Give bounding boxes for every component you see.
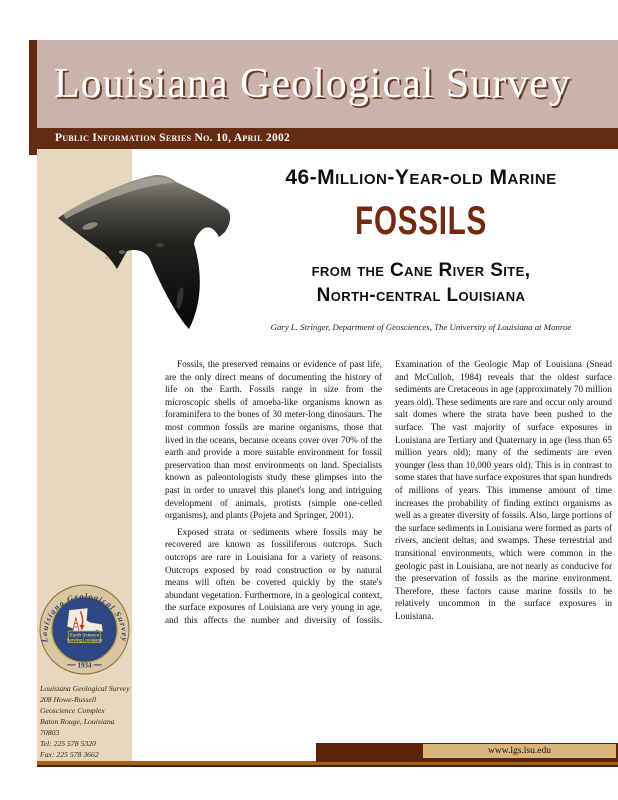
series-bar [37,128,618,149]
website-link[interactable]: www.lgs.lsu.edu [423,744,616,758]
seal-motto-line2: Serving Louisiana [66,637,103,643]
body-paragraph: Fossils, the preserved remains or evidence of past life, are the only direct means of documenting the history of life on the Earth. Fossils range in size from the microscopic shells of amoeba-like organisms known as foraminifera to the bones of 30 meter-long dinosaurs. The most common fossils are marine organisms, those that lived in the oceans, because oceans cover over 70% of the earth and provide a more suitable environment for fossil preservation than most environments on land. Specialists known as paleontologists study these glimpses into the past in order to unravel this planet's long and intriguing development of animals, protists (simple one-celled organisms), and plants (Pojeta and Springer, 2001). [165,359,382,521]
seal-motto-line1: Earth Science [69,632,100,638]
address-line: Geoscience Complex [40,705,105,715]
article-title-line1: 46-Million-Year-old Marine [285,166,557,189]
article-title-line2: from the Cane River Site, [311,260,531,281]
address-line: Fax: 225 578 3662 [40,749,99,759]
address-block [40,684,132,761]
shark-tooth-image [52,168,236,336]
masthead-banner [37,40,618,128]
series-label: Public Information Series No. 10, April 2002 [55,132,291,144]
lgs-seal [39,584,130,675]
article-title-fossils [228,201,614,241]
address-line: 70803 [40,727,60,737]
seal-ring-text: Louisiana Geological Survey [39,591,129,643]
address-line: 208 Howe-Russell [40,694,97,704]
address-line: Louisiana Geological Survey [40,684,130,693]
address-line: Baton Rouge, Louisiana [40,716,115,726]
article-body [165,358,612,706]
seal-year: 1934 [77,661,92,670]
publication-title: Louisiana Geological Survey [54,61,571,107]
article-byline: Gary L. Stringer, Department of Geosciences, The University of Louisiana at Monroe [270,322,572,332]
article-title-block [228,166,614,332]
body-paragraph: Exposed strata or sediments where fossils may be recovered are known as fossiliferous outcrops. Such outcrops are rare in Louisiana for a variety of reasons. Outcrops exposed by road construction or by natural means will often be covered quickly by the state's abundant vegetation. Furthermore, in a geological context, the surface exposures of Louisiana are very young in age, and this affects the number and diversity of fossils. Examination of the Geologic Map of Louisiana (Snead and McCulloh, 1984) reveals that the oldest surface sediments are Cretaceous in age (approximately 70 million years old). These sediments are rare and occur only around salt domes where the strata have been pushed to the surface. The vast majority of surface exposures in Louisiana are Tertiary and Quaternary in age (less than 65 million years old); many of the sediments are even younger (less than 10,000 years old). This is in contrast to some states that have surface exposures that span hundreds of millions of years. This immense amount of time increases the probability of finding extinct organisms as well as a greater diversity of fossils. Also, large portions of the surface sediments in Louisiana were formed as parts of rivers, ancient deltas, and swamps. These terrestrial and transitional environments, which were common in the geologic past in Louisiana, are not nearly as conducive for the preservation of fossils as the marine environment. Therefore, these factors cause marine fossils to be relatively uncommon in the surface exposures in Louisiana. [165,359,612,625]
address-line: Tel: 225 578 5320 [40,738,96,748]
article-title-line3: North-central Louisiana [316,285,526,306]
fossils-word: FOSSILS [355,199,487,243]
masthead-accent-strip [29,40,37,155]
